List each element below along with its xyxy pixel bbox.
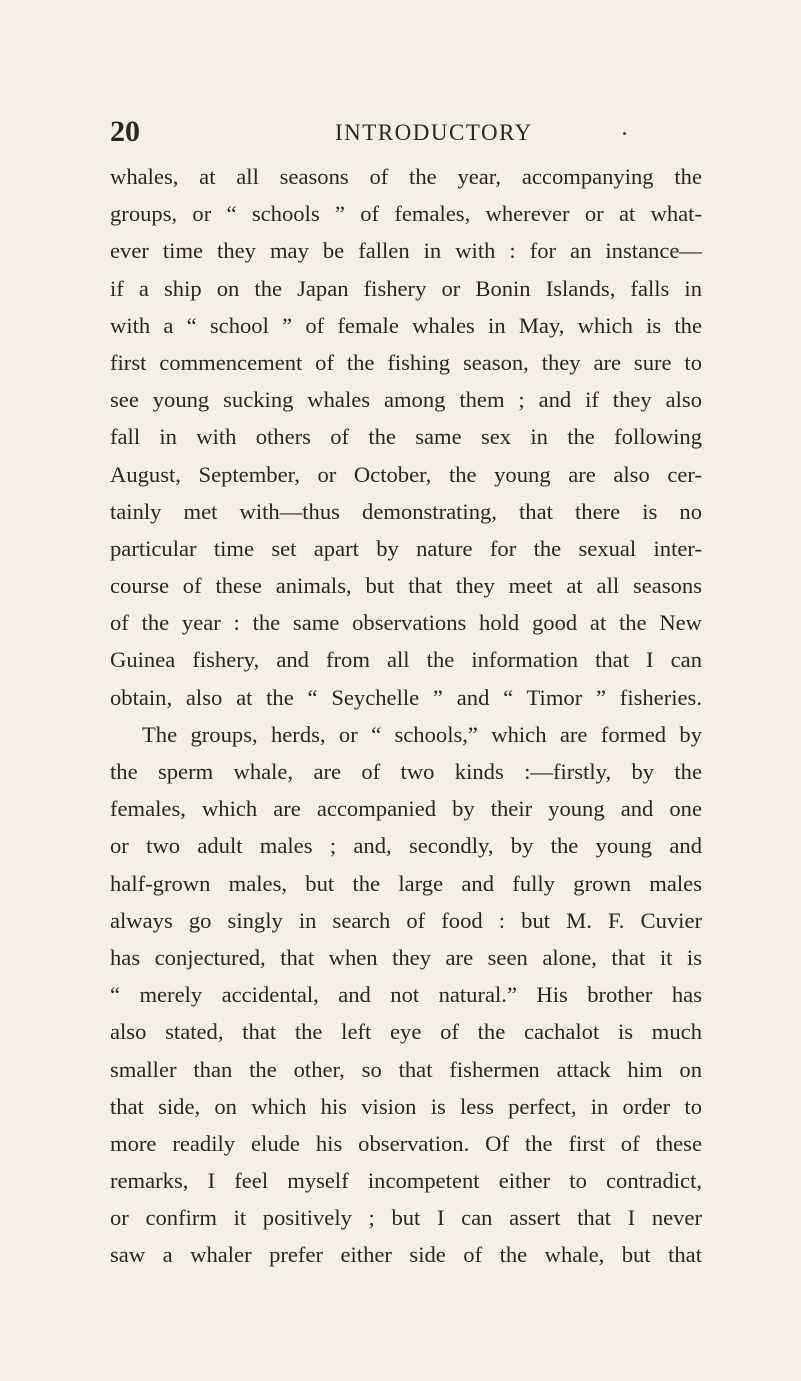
- text-line: ever time they may be fallen in with : for an instance—: [110, 238, 702, 264]
- text-line: fall in with others of the same sex in the following: [110, 424, 702, 450]
- text-line: remarks, I feel myself incompetent either to contradict,: [110, 1168, 702, 1194]
- running-head: INTRODUCTORY: [335, 120, 533, 145]
- text-line: tainly met with—thus demonstrating, that there is no: [110, 498, 702, 524]
- text-line: the sperm whale, are of two kinds :—firstly, by the: [110, 759, 702, 784]
- text-line: saw a whaler prefer either side of the whale, but that: [110, 1242, 702, 1268]
- text-line: females, which are accompanied by their young and one: [110, 796, 702, 822]
- text-line: see young sucking whales among them ; and if they also: [110, 387, 702, 413]
- text-line: with a “ school ” of female whales in May, which is the: [110, 312, 702, 338]
- text-line: has conjectured, that when they are seen alone, that it is: [110, 944, 702, 970]
- page-number: 20: [110, 115, 140, 148]
- text-line: “ merely accidental, and not natural.” His brother has: [110, 982, 702, 1008]
- text-line: whales, at all seasons of the year, accompanying the: [110, 164, 702, 189]
- text-line: first commencement of the fishing season, they are sure to: [110, 349, 702, 375]
- text-line: Guinea fishery, and from all the information that I can: [110, 647, 702, 673]
- text-line: course of these animals, but that they meet at all seasons: [110, 573, 702, 599]
- text-line: August, September, or October, the young are also cer-: [110, 461, 702, 487]
- text-line: half-grown males, but the large and fully grown males: [110, 870, 702, 896]
- text-line: of the year : the same observations hold good at the New: [110, 610, 702, 636]
- text-line: obtain, also at the “ Seychelle ” and “ Timor ” fisheries.: [110, 684, 702, 710]
- text-line: smaller than the other, so that fishermen attack him on: [110, 1056, 702, 1082]
- text-line: or two adult males ; and, secondly, by the young and: [110, 833, 702, 859]
- text-line: or confirm it positively ; but I can assert that I never: [110, 1205, 702, 1231]
- text-line: always go singly in search of food : but M. F. Cuvier: [110, 907, 702, 933]
- text-line: particular time set apart by nature for the sexual inter-: [110, 535, 702, 561]
- text-line: if a ship on the Japan fishery or Bonin Islands, falls in: [110, 275, 702, 301]
- text-line: groups, or “ schools ” of females, wherever or at what-: [110, 201, 702, 227]
- printer-mark: [623, 132, 626, 135]
- text-line: more readily elude his observation. Of the first of these: [110, 1130, 702, 1156]
- page-header: [110, 112, 700, 152]
- text-line: that side, on which his vision is less perfect, in order to: [110, 1093, 702, 1119]
- text-line: The groups, herds, or “ schools,” which are formed by: [142, 721, 702, 747]
- body-text: [110, 158, 702, 1274]
- text-line: also stated, that the left eye of the cachalot is much: [110, 1019, 702, 1045]
